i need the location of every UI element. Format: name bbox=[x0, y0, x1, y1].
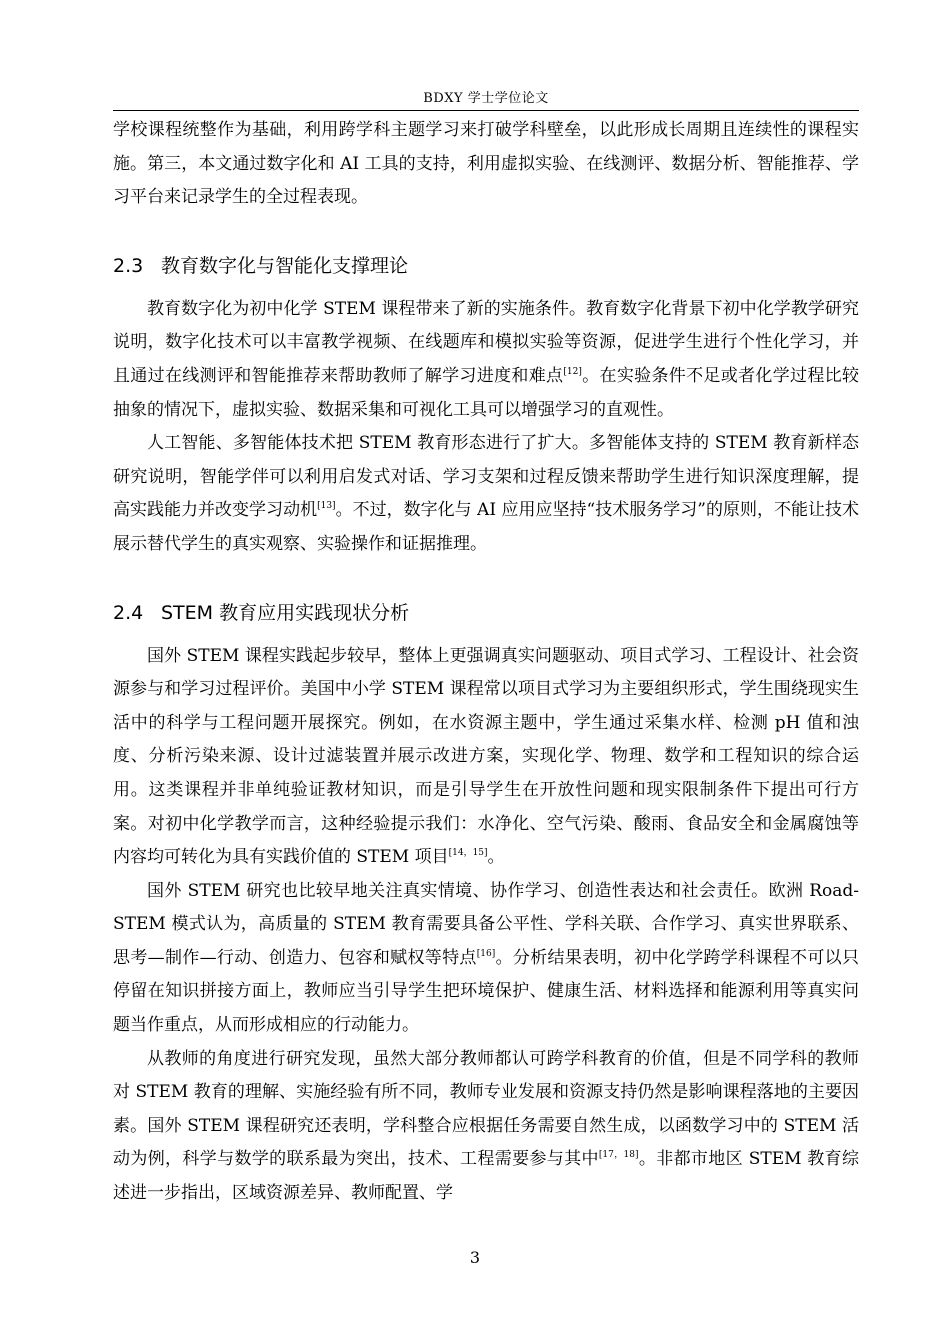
section-heading-2-4 bbox=[113, 597, 859, 630]
paragraph-text: 教育数字化为初中化学 STEM 课程带来了新的实施条件。教育数字化背景下初中化学教学研究说明，数字化技术可以丰富教学视频、在线题库和模拟实验等资源，促进学生进行个性化学习，并且通过在线测评和智能推荐来帮助教师了解学习进度和难点 bbox=[113, 298, 859, 386]
paragraph-continued: 学校课程统整作为基础，利用跨学科主题学习来打破学科壁垒，以此形成长周期且连续性的课程实施。第三，本文通过数字化和 AI 工具的支持，利用虚拟实验、在线测评、数据分析、智能推荐、学习平台来记录学生的全过程表现。 bbox=[113, 120, 859, 208]
citation: [14，15] bbox=[448, 848, 488, 859]
paragraph-text: 。不过，数字化与 AI 应用应坚持“技术服务学习”的原则，不能让技术展示替代学生的真实观察、实验操作和证据推理。 bbox=[113, 500, 859, 554]
section-number: 2.3 bbox=[113, 254, 144, 277]
section-number: 2.4 bbox=[113, 601, 144, 624]
body-text bbox=[113, 114, 859, 1211]
paragraph bbox=[113, 640, 859, 875]
citation: [12] bbox=[563, 366, 582, 377]
citation: [16] bbox=[476, 948, 496, 959]
paragraph-text: 从教师的角度进行研究发现，虽然大部分教师都认可跨学科教育的价值，但是不同学科的教师对 STEM 教育的理解、实施经验有所不同，教师专业发展和资源支持仍然是影响课程落地的主要因素。国外 STEM 课程研究还表明，学科整合应根据任务需要自然生成，以函数学习中的 STEM 活动为例，科学与数学的联系最为突出，技术、工程需要参与其中 bbox=[113, 1048, 859, 1170]
paragraph-text: 。非都市地区 STEM 教育综述进一步指出，区域资源差异、教师配置、学 bbox=[113, 1149, 860, 1204]
paragraph-text: 。分析结果表明，初中化学跨学科课程不可以只停留在知识拼接方面上，教师应当引导学生把环境保护、健康生活、材料选择和能源利用等真实问题当作重点，从而形成相应的行动能力。 bbox=[113, 947, 860, 1036]
section-heading-2-3 bbox=[113, 250, 859, 283]
section-title: 教育数字化与智能化支撑理论 bbox=[161, 254, 409, 277]
paragraph-text: 。在实验条件不足或者化学过程比较抽象的情况下，虚拟实验、数据采集和可视化工具可以增强学习的直观性。 bbox=[113, 365, 860, 420]
paragraph-text: 国外 STEM 研究也比较早地关注真实情境、协作学习、创造性表达和社会责任。欧洲 Road-STEM 模式认为，高质量的 STEM 教育需要具备公平性、学科关联、合作学习、真实世界联系、思考—制作—行动、创造力、包容和赋权等特点 bbox=[113, 880, 859, 968]
paragraph-text: 国外 STEM 课程实践起步较早，整体上更强调真实问题驱动、项目式学习、工程设计、社会资源参与和学习过程评价。美国中小学 STEM 课程常以项目式学习为主要组织形式，学生围绕现实生活中的科学与工程问题开展探究。例如，在水资源主题中，学生通过采集水样、检测 pH 值和浊度、分析污染来源、设计过滤装置并展示改进方案，实现化学、物理、数学和工程知识的综合运用。这类课程并非单纯验证教材知识，而是引导学生在开放性问题和现实限制条件下提出可行方案。对初中化学教学而言，这种经验提示我们：水净化、空气污染、酸雨、食品安全和金属腐蚀等内容均可转化为具有实践价值的 STEM 项目 bbox=[113, 645, 859, 868]
page-number: 3 bbox=[469, 1248, 481, 1267]
paragraph bbox=[113, 427, 859, 561]
section-title: STEM 教育应用实践现状分析 bbox=[161, 601, 410, 624]
paragraph bbox=[113, 1043, 859, 1211]
paragraph-text: 人工智能、多智能体技术把 STEM 教育形态进行了扩大。多智能体支持的 STEM 教育新样态研究说明，智能学伴可以利用启发式对话、学习支架和过程反馈来帮助学生进行知识深度理解，提高实践能力并改变学习动机 bbox=[113, 433, 859, 521]
running-header: BDXY 学士学位论文 bbox=[113, 90, 859, 111]
paragraph bbox=[113, 293, 859, 427]
paragraph-text: 。 bbox=[487, 847, 505, 868]
paragraph bbox=[113, 875, 859, 1043]
citation: [17，18] bbox=[598, 1150, 639, 1161]
citation: [13] bbox=[317, 501, 336, 512]
